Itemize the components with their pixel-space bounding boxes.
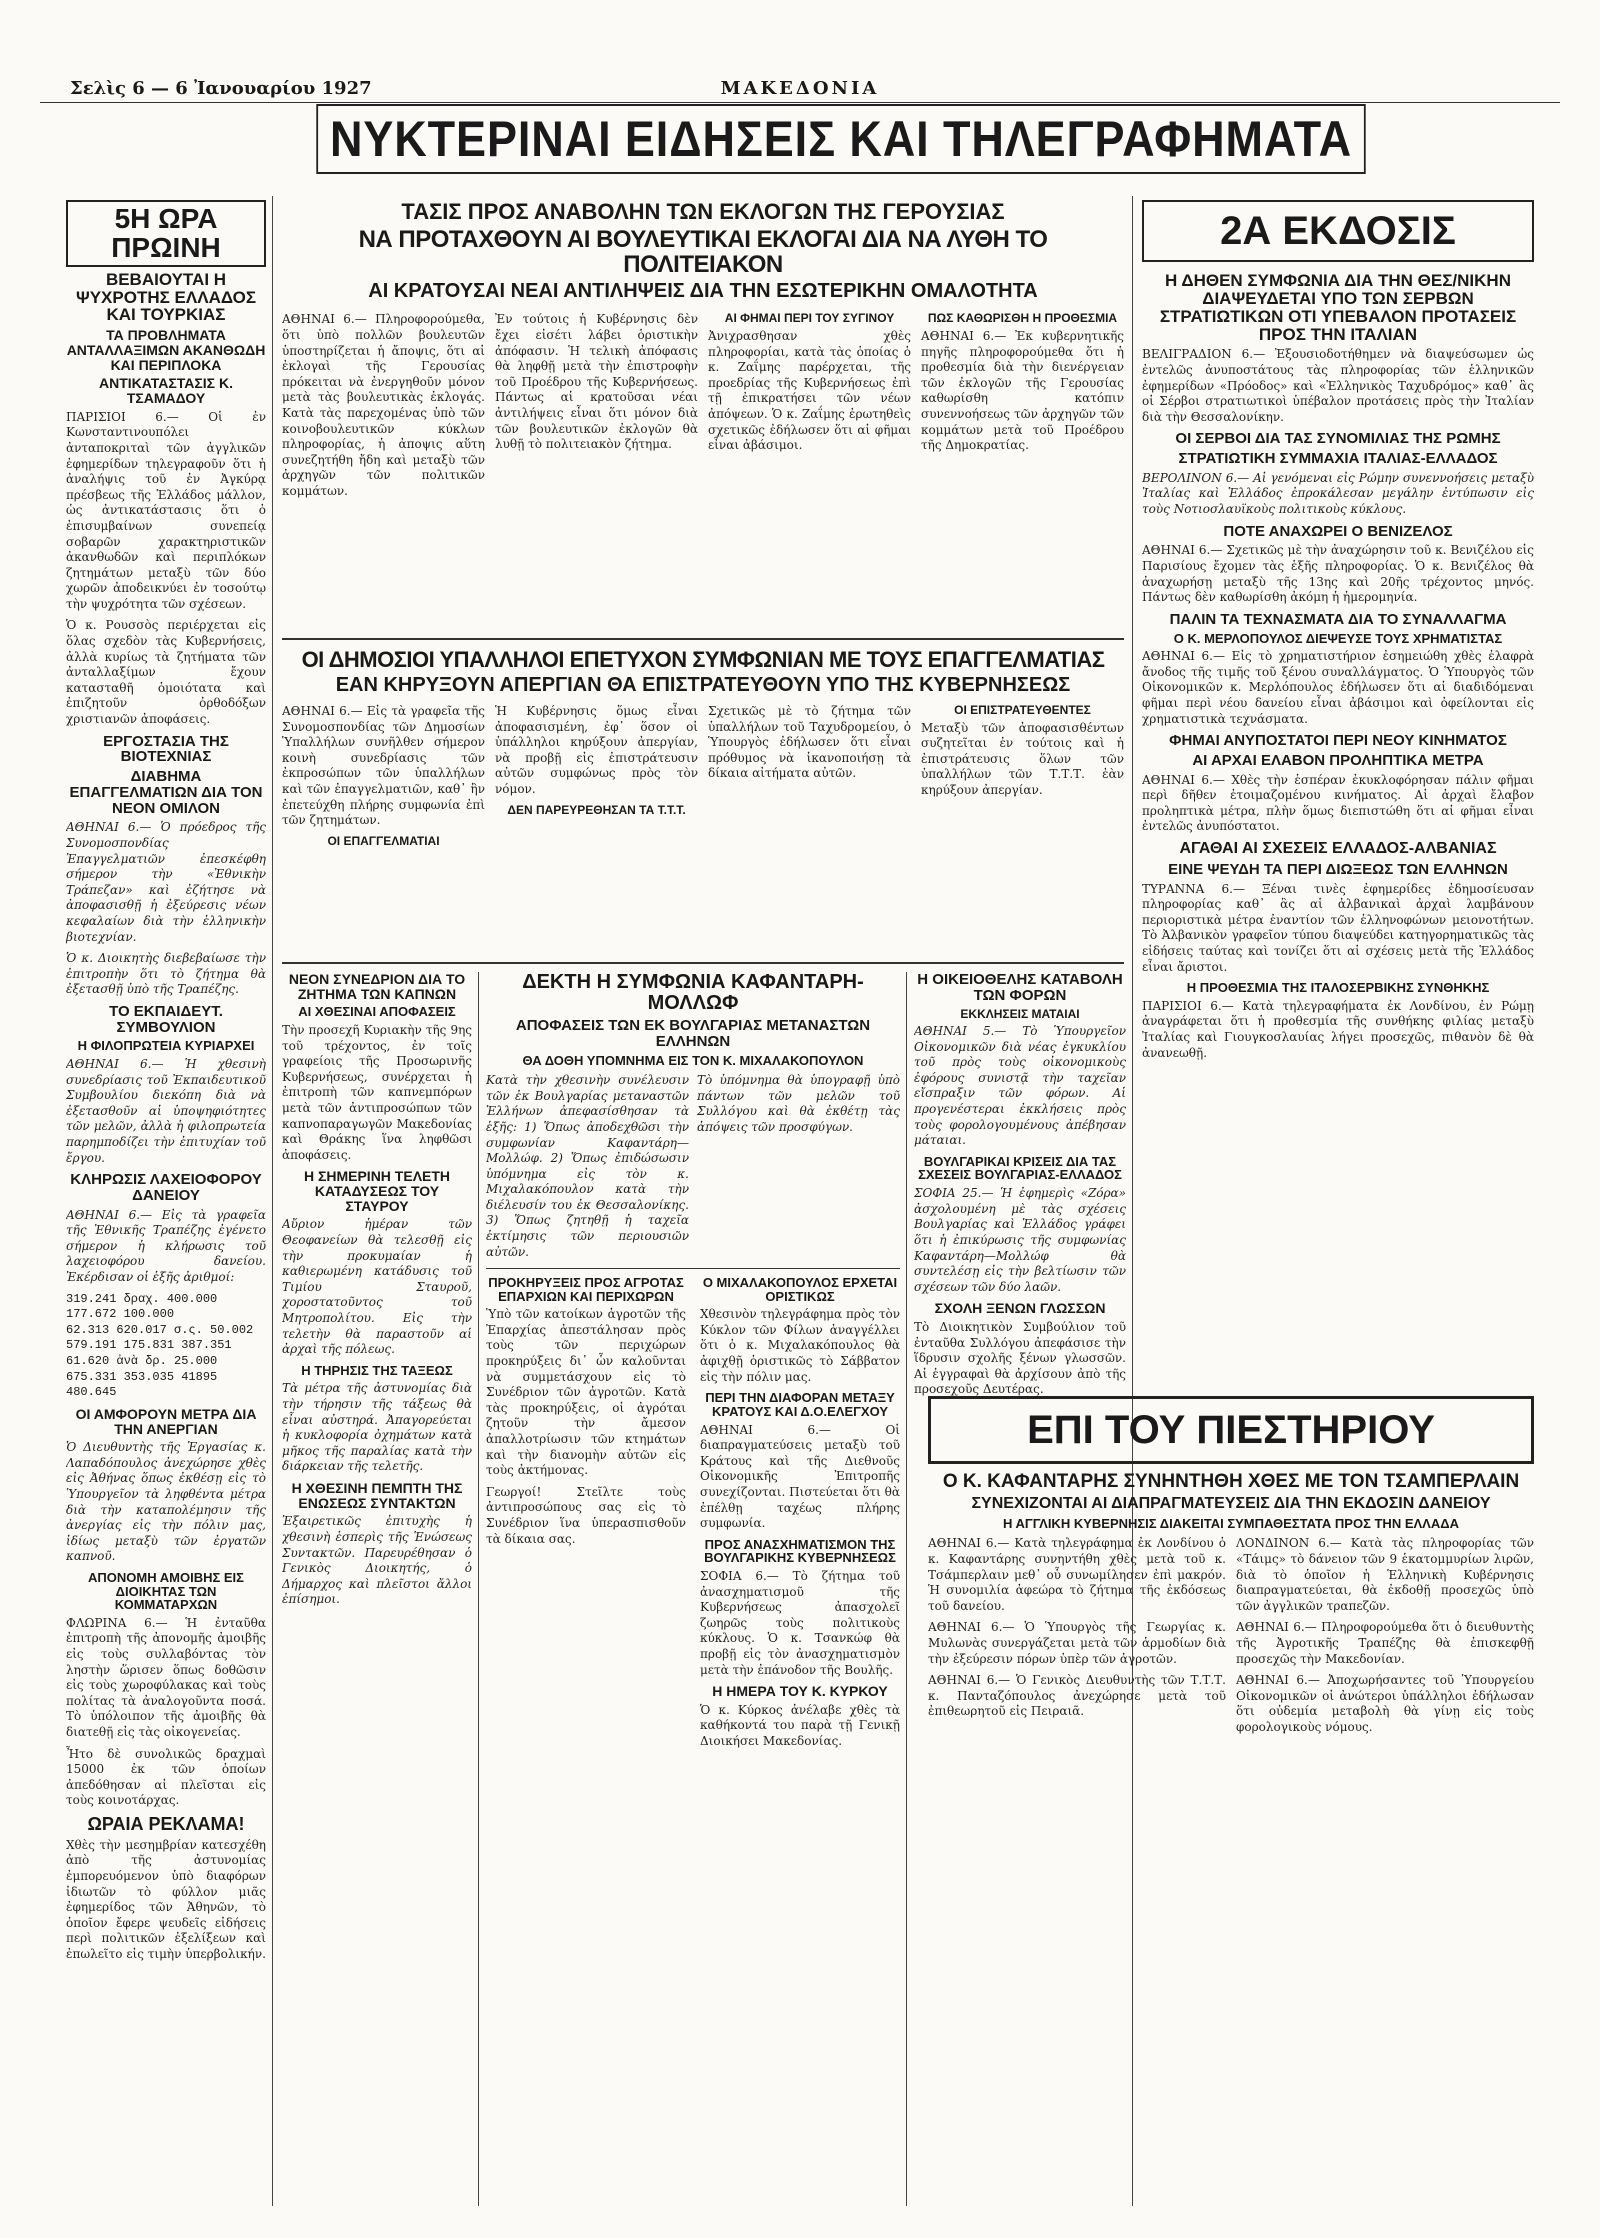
subheadline: ΠΩΣ ΚΑΘΩΡΙΣΘΗ Η ΠΡΟΘΕΣΜΙΑ xyxy=(927,311,1118,326)
article-body: ΠΑΡΙΣΙΟΙ 6.— Κατὰ τηλεγραφήματα ἐκ Λονδίνου, ἐν Ρώμῃ ἀναγράφεται ὅτι ἡ προθεσμία τῆς συνθήκης φιλίας μεταξὺ Ἰταλίας καὶ Γιουγκοσλαυίας λήγει προσεχῶς, πιθανὸν δὲ θὰ ἀνανεωθῇ. xyxy=(1142,998,1534,1060)
divider xyxy=(282,962,1124,964)
page-date: Σελὶς 6 — 6 Ἰανουαρίου 1927 xyxy=(70,78,372,99)
headline: ΩΡΑΙΑ ΡΕΚΛΑΜΑ! xyxy=(87,1814,245,1834)
article-body: Χθεσινὸν τηλεγράφημα πρὸς τὸν Κύκλον τῶν Φίλων ἀναγγέλλει ὅτι ὁ κ. Μιχαλακόπουλος θὰ ἀφιχθῇ ὁριστικῶς τὸ Σάββατον εἰς τὴν πόλιν μας. xyxy=(700,1307,900,1384)
article-body: Γεωργοί! Στεῖλτε τοὺς ἀντιπροσώπους σας εἰς τὸ Συνέδριον ἵνα ὑπερασπισθοῦν τὰ δίκαια σας. xyxy=(486,1484,686,1546)
subheadline: ΟΙ ΕΠΙΣΤΡΑΤΕΥΘΕΝΤΕΣ xyxy=(954,703,1091,718)
subheadline: ΘΑ ΔΟΘΗ ΥΠΟΜΝΗΜΑ ΕΙΣ ΤΟΝ Κ. ΜΙΧΑΛΑΚΟΠΟΥΛΟΝ xyxy=(522,1052,864,1068)
lottery-row: 675.331 353.035 41895 480.645 xyxy=(66,1369,218,1400)
article-stop-press xyxy=(928,1396,1534,2210)
lottery-row: 579.191 175.831 387.351 xyxy=(66,1338,232,1353)
article-body: ΑΘΗΝΑΙ 6.— Πληροφορούμεθα, ὅτι ὑπὸ πολλῶν βουλευτῶν ὑποστηρίζεται ἡ ἄποψις, ὅτι αἱ ἐκλογαὶ τῆς Γερουσίας πρόκειται νὰ ἐνεργηθοῦν μόνον μετὰ τὰς βουλευτικὰς ἐκλογάς. Κατὰ τὰς παρεχομένας ὑπὸ τῶν κοινοβουλευτικῶν κύκλων πληροφορίας, ἡ ἀποψις αὕτη συνεζητήθη ἤδη καὶ μεταξὺ τῶν ἀρχηγῶν τῶν πολιτικῶν κομμάτων. xyxy=(282,312,485,498)
article-body: ΑΘΗΝΑΙ 6.— Οἱ διαπραγματεύσεις μεταξὺ τοῦ Κράτους καὶ τῆς Διεθνοῦς Οἰκονομικῆς Ἐπιτροπῆς συνεχίζονται. Πιστεύεται ὅτι θὰ ἐπέλθῃ ταχέως πλήρης συμφωνία. xyxy=(700,1422,900,1531)
article-body: ΑΘΗΝΑΙ 5.— Τὸ Ὑπουργεῖον Οἰκονομικῶν διὰ νέας ἐγκυκλίου τοῦ πρὸς τοὺς οἰκονομικοὺς ἐφόρους συνιστᾷ τὴν ταχεῖαν εἴσπραξιν τῶν φόρων. Αἱ προγενέστεραι ἐκκλήσεις πρὸς τοὺς φορολογουμένους ἀπέβησαν μάταιαι. xyxy=(914,1024,1126,1148)
headline: ΤΑΣΙΣ ΠΡΟΣ ΑΝΑΒΟΛΗΝ ΤΩΝ ΕΚΛΟΓΩΝ ΤΗΣ ΓΕΡΟΥΣΙΑΣ xyxy=(401,200,1005,224)
article-body: Ἦτο δὲ συνολικῶς δραχμαὶ 15000 ἐκ τῶν ὁποίων ἀπεδόθησαν αἱ πλεῖσται εἰς τοὺς κοινοτάρχας. xyxy=(66,1746,266,1808)
article-body: ΑΘΗΝΑΙ 6.— Εἰς τὰ γραφεῖα τῆς Συνομοσπονδίας τῶν Δημοσίων Ὑπαλλήλων συνῆλθεν σήμερον κοινὴ συνεδρίασις τῶν ἐκπροσώπων τῶν ὑπαλλήλων καὶ τῶν ἐπαγγελματιῶν, καθ᾽ ἣν ἐπετεύχθη πλήρης συμφωνία ἐπὶ τῶν ζητημάτων. xyxy=(282,704,485,828)
article-body: ΑΘΗΝΑΙ 6.— Σχετικῶς μὲ τὴν ἀναχώρησιν τοῦ κ. Βενιζέλου εἰς Παρισίους ἔχομεν τὰς ἑξῆς πληροφορίας. Ὁ κ. Βενιζέλος θὰ ἀναχωρήσῃ μεταξὺ τῆς 13ης καὶ 20ῆς τρέχοντος μηνός. Πάντως δὲν καθωρίσθη ἀκόμη ἡ ἡμερομηνία. xyxy=(1142,543,1534,605)
article-body: ΠΑΡΙΣΙΟΙ 6.— Οἱ ἐν Κωνσταντινουπόλει ἀνταποκριταὶ τῶν ἀγγλικῶν ἐφημερίδων τηλεγραφοῦν ὅτι ἡ ἀναλήψις τοῦ ἐν Ἀγκύρᾳ πρέσβεως τῆς Ἑλλάδος μάλλον, ὡς ἀντικατάστασις ὅτι ὁ ἐπισυμβαίνων συνεπείᾳ σοβαρῶν χαρακτηριστικῶν ἀκανθωδῶν καὶ περιπλόκων ζητημάτων μεταξὺ τῶν δύο χωρῶν ἀποδεικνύει ἐν τοσούτῳ τὴν ψυχρότητα τῶν σχέσεων. xyxy=(66,409,266,611)
lottery-row: 62.313 620.017 σ.ς. 50.002 xyxy=(66,1322,254,1337)
article-body: ΑΘΗΝΑΙ 6.— Εἰς τὰ γραφεῖα τῆς Ἐθνικῆς Τραπέζης ἐγένετο σήμερον ἡ κλήρωσις τοῦ λαχειοφόρου δανείου. Ἐκέρδισαν οἱ ἑξῆς ἀριθμοί: xyxy=(66,1207,266,1285)
headline: Ο ΜΙΧΑΛΑΚΟΠΟΥΛΟΣ ΕΡΧΕΤΑΙ ΟΡΙΣΤΙΚΩΣ xyxy=(702,1276,898,1304)
headline: ΟΙ ΣΕΡΒΟΙ ΔΙΑ ΤΑΣ ΣΥΝΟΜΙΛΙΑΣ ΤΗΣ ΡΩΜΗΣ xyxy=(1175,430,1501,448)
left-column xyxy=(66,200,266,2210)
article-body: Τὸ Διοικητικὸν Συμβούλιον τοῦ ἐνταῦθα Συλλόγου ἀπεφάσισε τὴν ἵδρυσιν σχολῆς ξένων γλωσσῶν. Αἱ ἐγγραφαὶ θὰ ἀρχίσουν ἀπὸ τῆς προσεχοῦς Δευτέρας. xyxy=(914,1319,1126,1397)
article-civil-servants xyxy=(282,648,1124,958)
subheadline: ΑΙ ΦΗΜΑΙ ΠΕΡΙ ΤΟΥ ΣΥΓΙΝΟΥ xyxy=(724,311,895,326)
lottery-row: 319.241 δραχ. 400.000 xyxy=(66,1291,218,1306)
article-body: Ἡ Κυβέρνησις ὅμως εἶναι ἀποφασισμένη, ἐφ᾽ ὅσον οἱ ὑπάλληλοι κηρύξουν ἀπεργίαν, νὰ προβῇ εἰς ἐπιστράτευσιν αὐτῶν συμφώνως πρὸς τὸν νόμον. xyxy=(495,704,698,797)
divider xyxy=(282,638,1124,640)
article-body: Τὸ ὑπόμνημα θὰ ὑπογραφῇ ὑπὸ πάντων τῶν μελῶν τοῦ Συλλόγου καὶ θὰ ἐκθέτῃ τὰς ἀπόψεις τῶν προσφύγων. xyxy=(697,1073,900,1134)
lottery-row: 61.620 ἀνὰ δρ. 25.000 xyxy=(66,1354,218,1369)
subheadline: ΟΙ ΕΠΑΓΓΕΛΜΑΤΙΑΙ xyxy=(327,833,440,848)
headline: ΝΕΟΝ ΣΥΝΕΔΡΙΟΝ ΔΙΑ ΤΟ ΖΗΤΗΜΑ ΤΩΝ ΚΑΠΝΩΝ xyxy=(288,972,466,1002)
article-body: Τὴν προσεχῆ Κυριακὴν τῆς 9ης τοῦ τρέχοντος, ἐν τοῖς γραφείοις τῆς Προσωρινῆς Κυβερνήσεως, συνέρχεται ἡ ἐπιτροπὴ τῶν καπνεμπόρων μετὰ τῶν ἀντιπροσώπων τῶν καπνοπαραγωγῶν Μακεδονίας καὶ Θράκης ἵνα ληφθῶσι ἀποφάσεις. xyxy=(282,1023,472,1162)
article-body: Μεταξὺ τῶν ἀποφασισθέντων συζητεῖται ἐν τούτοις καὶ ἡ ἐπιστράτευσις ὅλων τῶν ὑπαλλήλων τῶν Τ.Τ.Τ. ἐὰν κηρύξουν ἀπεργίαν. xyxy=(921,720,1124,798)
article-body: ΑΘΗΝΑΙ 6.— Ἡ χθεσινὴ συνεδρίασις τοῦ Ἐκπαιδευτικοῦ Συμβουλίου διεκόπη διὰ νὰ ἐξετασθοῦν αἱ ὑποψηφιότητες τῶν μελῶν, ἀλλὰ ἡ φιλοπρωτεία παρημποδίζει τὴν ἐπιτυχίαν τοῦ ἔργου. xyxy=(66,1057,266,1165)
article-body: Ἐν τούτοις ἡ Κυβέρνησις δὲν ἔχει εἰσέτι λάβει ὁριστικὴν ἀπόφασιν. Ἡ τελικὴ ἀπόφασις θὰ ληφθῇ μετὰ τὴν ἐπιστροφὴν τοῦ Προέδρου τῆς Κυβερνήσεως. Πάντως αἱ κρατοῦσαι νέαι ἀντιλήψεις εἶναι ὅτι μόνον διὰ τῶν βουλευτικῶν ἐκλογῶν θὰ λυθῇ τὸ πολιτειακὸν ζήτημα. xyxy=(495,312,698,452)
column-divider xyxy=(906,972,907,2206)
article-body: ΑΘΗΝΑΙ 6.— Κατὰ τηλεγράφημα ἐκ Λονδίνου ὁ κ. Καφαντάρης συνηντήθη χθὲς μετὰ τοῦ κ. Τσάμπερλαιν μεθ᾽ οὗ συνωμίλησεν ἐπὶ μακρόν. Ἡ συνομιλία ἀφεώρα τὸ ζήτημα τῆς ἐκδόσεως τοῦ δανείου. xyxy=(928,1536,1226,1613)
subheadline: ΑΝΤΙΚΑΤΑΣΤΑΣΙΣ Κ. ΤΣΑΜΑΔΟΥ xyxy=(99,375,233,407)
headline: ΤΟ ΕΚΠΑΙΔΕΥΤ. ΣΥΜΒΟΥΛΙΟΝ xyxy=(109,1002,223,1036)
article-body: Αὔριον ἡμέραν τῶν Θεοφανείων θὰ τελεσθῇ εἰς τὴν προκυμαίαν ἡ καθιερωμένη κατάδυσις τοῦ Τιμίου Σταυροῦ, χοροστατοῦντος τοῦ Μητροπολίτου. Εἰς τὴν τελετὴν θὰ παραστοῦν αἱ ἀρχαὶ τῆς πόλεως. xyxy=(282,1217,472,1357)
article-senate xyxy=(282,200,1124,630)
article-body: ΑΘΗΝΑΙ 6.— Ὁ Ὑπουργὸς τῆς Γεωργίας κ. Μυλωνὰς συνεργάζεται μετὰ τῶν ἁρμοδίων διὰ τὴν ἐξεύρεσιν πόρων ὑπὲρ τῶν ἀγροτῶν. xyxy=(928,1620,1226,1666)
article-body: ΒΕΡΟΛΙΝΟΝ 6.— Αἱ γενόμεναι εἰς Ρώμην συνεννοήσεις μεταξὺ Ἰταλίας καὶ Ἑλλάδος ἐπροκάλεσαν μεγάλην ἐντύπωσιν εἰς τοὺς Νοτιοσλαυϊκοὺς πολιτικοὺς κύκλους. xyxy=(1142,470,1534,517)
headline: ΠΕΡΙ ΤΗΝ ΔΙΑΦΟΡΑΝ ΜΕΤΑΞΥ ΚΡΑΤΟΥΣ ΚΑΙ Δ.Ο.ΕΛΕΓΧΟΥ xyxy=(705,1390,895,1419)
article-body: ΣΟΦΙΑ 25.— Ἡ ἐφημερὶς «Ζόρα» ἀσχολουμένη μὲ τὰς σχέσεις Βουλγαρίας καὶ Ἑλλάδος γράφει ὅτι ἡ ἐπικύρωσις τῆς συμφωνίας Καφαντάρη—Μολλώφ θὰ συντελέσῃ εἰς τὴν βελτίωσιν τῶν σχέσεων τῶν δύο λαῶν. xyxy=(914,1186,1126,1294)
headline: ΒΟΥΛΓΑΡΙΚΑΙ ΚΡΙΣΕΙΣ ΔΙΑ ΤΑΣ ΣΧΕΣΕΙΣ ΒΟΥΛΓΑΡΙΑΣ-ΕΛΛΑΔΟΣ xyxy=(918,1153,1122,1183)
headline: ΦΗΜΑΙ ΑΝΥΠΟΣΤΑΤΟΙ ΠΕΡΙ ΝΕΟΥ ΚΙΝΗΜΑΤΟΣ xyxy=(1169,732,1507,750)
subheadline: ΕΚΚΛΗΣΕΙΣ ΜΑΤΑΙΑΙ xyxy=(960,1006,1080,1021)
subheadline: ΤΑ ΠΡΟΒΛΗΜΑΤΑ ΑΝΤΑΛΛΑΞΙΜΩΝ ΑΚΑΝΘΩΔΗ ΚΑΙ ΠΕΡΙΠΛΟΚΑ xyxy=(66,327,266,373)
lottery-row: 177.672 100.000 xyxy=(66,1307,175,1322)
headline: ΕΡΓΟΣΤΑΣΙΑ ΤΗΣ ΒΙΟΤΕΧΝΙΑΣ xyxy=(103,732,229,766)
headline: ΔΕΚΤΗ Η ΣΥΜΦΩΝΙΑ ΚΑΦΑΝΤΑΡΗ-ΜΟΛΛΩΦ xyxy=(522,972,864,1014)
headline: Η ΟΙΚΕΙΟΘΕΛΗΣ ΚΑΤΑΒΟΛΗ ΤΩΝ ΦΟΡΩΝ xyxy=(917,972,1123,1004)
running-head xyxy=(70,78,1530,104)
headline: ΠΑΛΙΝ ΤΑ ΤΕΧΝΑΣΜΑΤΑ ΔΙΑ ΤΟ ΣΥΝΑΛΛΑΓΜΑ xyxy=(1169,610,1507,628)
article-body: ΑΘΗΝΑΙ 6.— Ἀποχωρήσαντες τοῦ Ὑπουργείου Οἰκονομικῶν οἱ ἀνώτεροι ὑπάλληλοι ἐδήλωσαν ὅτι οὐδεμία μεταβολὴ θὰ γίνῃ εἰς τοὺς φορολογικοὺς νόμους. xyxy=(1236,1673,1534,1734)
subheadline: ΔΙΑΒΗΜΑ ΕΠΑΓΓΕΛΜΑΤΙΩΝ ΔΙΑ ΤΟΝ ΝΕΟΝ ΟΜΙΛΟΝ xyxy=(69,768,263,817)
headline: ΠΟΤΕ ΑΝΑΧΩΡΕΙ Ο ΒΕΝΙΖΕΛΟΣ xyxy=(1223,522,1453,540)
subheadline: ΔΕΝ ΠΑΡΕΥΡΕΘΗΣΑΝ ΤΑ Τ.Τ.Τ. xyxy=(507,802,686,817)
article-body: ΣΟΦΙΑ 6.— Τὸ ζήτημα τοῦ ἀνασχηματισμοῦ τῆς Κυβερνήσεως ἀπασχολεῖ ζωηρῶς τοὺς πολιτικοὺς κύκλους. Ὁ κ. Τσανκώφ θὰ προβῇ εἰς τὸν ἀνασχηματισμὸν μετὰ τὴν ἐπάνοδον τῆς Βουλῆς. xyxy=(700,1568,900,1677)
headline: ΒΕΒΑΙΟΥΤΑΙ Η ΨΥΧΡΟΤΗΣ ΕΛΛΑΔΟΣ ΚΑΙ ΤΟΥΡΚΙΑΣ xyxy=(75,269,257,325)
article-body: ΑΘΗΝΑΙ 6.— Ὁ Γενικὸς Διευθυντὴς τῶν Τ.Τ.Τ. κ. Πανταζόπουλος ἀνεχώρησε μετὰ τοῦ ἐπιθεωρητοῦ εἰς Πειραιᾶ. xyxy=(928,1673,1226,1719)
headline: 5Η ΩΡΑ ΠΡΩΙΝΗ xyxy=(66,200,266,267)
article-body: ΑΘΗΝΑΙ 6.— Εἰς τὸ χρηματιστήριον ἐσημειώθη χθὲς ἐλαφρὰ ἄνοδος τῆς τιμῆς τοῦ ξένου συναλλάγματος. Ὁ Ὑπουργὸς τῶν Οἰκονομικῶν κ. Μερλόπουλος ἐδήλωσεν ὅτι αἱ διαδιδόμεναι φῆμαι περὶ νέου δανείου εἶναι ἀβάσιμοι καὶ ὀφείλονται εἰς χρηματιστικὰ τεχνάσματα. xyxy=(1142,649,1534,726)
subheadline: ΑΙ ΚΡΑΤΟΥΣΑΙ ΝΕΑΙ ΑΝΤΙΛΗΨΕΙΣ ΔΙΑ ΤΗΝ ΕΣΩΤΕΡΙΚΗΝ ΟΜΑΛΟΤΗΤΑ xyxy=(368,280,1038,303)
subheadline: ΣΥΝΕΧΙΖΟΝΤΑΙ ΑΙ ΔΙΑΠΡΑΓΜΑΤΕΥΣΕΙΣ ΔΙΑ ΤΗΝ ΕΚΔΟΣΙΝ ΔΑΝΕΙΟΥ xyxy=(971,1494,1491,1512)
headline: Η ΤΗΡΗΣΙΣ ΤΗΣ ΤΑΞΕΩΣ xyxy=(301,1362,453,1378)
masthead-title: ΜΑΚΕΔΟΝΙΑ xyxy=(720,78,880,99)
headline: Η ΧΘΕΣΙΝΗ ΠΕΜΠΤΗ ΤΗΣ ΕΝΩΣΕΩΣ ΣΥΝΤΑΚΤΩΝ xyxy=(291,1479,463,1511)
article-kafantaris-mollov xyxy=(486,972,900,1262)
headline: Η ΠΡΟΘΕΣΜΙΑ ΤΗΣ ΙΤΑΛΟΣΕΡΒΙΚΗΣ ΣΥΝΘΗΚΗΣ xyxy=(1186,980,1490,996)
subheadline: ΑΠΟΦΑΣΕΙΣ ΤΩΝ ΕΚ ΒΟΥΛΓΑΡΙΑΣ ΜΕΤΑΝΑΣΤΩΝ ΕΛΛΗΝΩΝ xyxy=(515,1017,871,1050)
subheadline: ΑΙ ΧΘΕΣΙΝΑΙ ΑΠΟΦΑΣΕΙΣ xyxy=(298,1004,456,1020)
article-body: Σχετικῶς μὲ τὸ ζήτημα τῶν ὑπαλλήλων τοῦ Ταχυδρομείου, ὁ Ὑπουργὸς ἐδήλωσεν ὅτι εἶναι πρόθυμος νὰ ἱκανοποιήσῃ τὰ δίκαια αἰτήματα αὐτῶν. xyxy=(708,704,911,781)
article-body: Ὁ κ. Διοικητὴς διεβεβαίωσε τὴν ἐπιτροπὴν ὅτι τὸ ζήτημα θὰ ἐξετασθῇ ὑπὸ τῆς Τραπέζης. xyxy=(66,951,266,997)
headline: ΟΙ ΑΜΦΟΡΟΥΝ ΜΕΤΡΑ ΔΙΑ ΤΗΝ ΑΝΕΡΓΙΑΝ xyxy=(75,1405,257,1437)
headline: ΟΙ ΔΗΜΟΣΙΟΙ ΥΠΑΛΛΗΛΟΙ ΕΠΕΤΥΧΟΝ ΣΥΜΦΩΝΙΑΝ ΜΕ ΤΟΥΣ ΕΠΑΓΓΕΛΜΑΤΙΑΣ xyxy=(301,648,1105,672)
headline: ΝΑ ΠΡΟΤΑΧΘΟΥΝ ΑΙ ΒΟΥΛΕΥΤΙΚΑΙ ΕΚΛΟΓΑΙ ΔΙΑ ΝΑ ΛΥΘΗ ΤΟ ΠΟΛΙΤΕΙΑΚΟΝ xyxy=(358,226,1048,279)
subheadline: Ο Κ. ΜΕΡΛΟΠΟΥΛΟΣ ΔΙΕΨΕΥΣΕ ΤΟΥΣ ΧΡΗΜΑΤΙΣΤΑΣ xyxy=(1173,630,1503,646)
headline: Η ΔΗΘΕΝ ΣΥΜΦΩΝΙΑ ΔΙΑ ΤΗΝ ΘΕΣ/ΝΙΚΗΝ ΔΙΑΨΕΥΔΕΤΑΙ ΥΠΟ ΤΩΝ ΣΕΡΒΩΝ ΣΤΡΑΤΙΩΤΙΚΩΝ ΟΤΙ ΥΠΕΒΑΛΟΝ ΠΡΟΤΑΣΕΙΣ ΠΡΟΣ ΤΗΝ ΙΤΑΛΙΑΝ xyxy=(1159,271,1517,344)
article-body: ΒΕΛΙΓΡΑΔΙΟΝ 6.— Ἐξουσιοδοτήθημεν νὰ διαψεύσωμεν ὡς ἐντελῶς ἀνυποστάτους τὰς πληροφορίας τῶν ἑλληνικῶν ἐφημερίδων «Πρόοδος» καὶ «Ἑλληνικὸς Ταχυδρόμος» καθ᾽ ἃς οἱ Σέρβοι στρατιωτικοὶ ὑπέβαλον προτάσεις πρὸς τὴν Ἰταλίαν διὰ τὴν Θεσσαλονίκην. xyxy=(1142,347,1534,424)
section-banner: ΝΥΚΤΕΡΙΝΑΙ ΕΙΔΗΣΕΙΣ ΚΑΙ ΤΗΛΕΓΡΑΦΗΜΑΤΑ xyxy=(316,104,1365,174)
article-body: Ὁ κ. Ρουσσὸς περιέρχεται εἰς ὅλας σχεδὸν τὰς Κυβερνήσεις, ἀλλὰ κυρίως τὰ ζητήματα τῶν ἀνταλλαξίμων ἔχουν κατασταθῆ ὁμοιότατα καὶ ἐπιζητοῦν ὀρθοδόξων χριστιανῶν ἀποφάσεις. xyxy=(66,618,266,727)
article-body: ΑΘΗΝΑΙ 6.— Ἐκ κυβερνητικῆς πηγῆς πληροφορούμεθα ὅτι ἡ προθεσμία διὰ τὴν διενέργειαν τῶν ἐκλογῶν τῆς Γερουσίας καθωρίσθη κατόπιν συνεννοήσεως τῶν ἀρχηγῶν τῶν κομμάτων μετὰ τοῦ Προέδρου τῆς Δημοκρατίας. xyxy=(921,329,1124,453)
subheadline: ΣΤΡΑΤΙΩΤΙΚΗ ΣΥΜΜΑΧΙΑ ΙΤΑΛΙΑΣ-ΕΛΛΑΔΟΣ xyxy=(1178,450,1498,468)
article-body: ΦΛΩΡΙΝΑ 6.— Ἡ ἐνταῦθα ἐπιτροπὴ τῆς ἀπονομῆς ἀμοιβῆς εἰς τοὺς συλλαβόντας τὸν ληστὴν ὥρισεν ὅπως δοθῶσιν εἰς τοὺς χωροφύλακας καὶ τοὺς πολίτας τὰ ἀναλογοῦντα ποσά. Τὸ ὑπόλοιπον τῆς ἀμοιβῆς θὰ διατεθῇ εἰς τὰς οἰκογενείας. xyxy=(66,1615,266,1740)
column-divider xyxy=(478,972,479,2206)
subheadline: Η ΑΓΓΛΙΚΗ ΚΥΒΕΡΝΗΣΙΣ ΔΙΑΚΕΙΤΑΙ ΣΥΜΠΑΘΕΣΤΑΤΑ ΠΡΟΣ ΤΗΝ ΕΛΛΑΔΑ xyxy=(1003,1515,1459,1531)
subheadline: ΕΙΝΕ ΨΕΥΔΗ ΤΑ ΠΕΡΙ ΔΙΩΞΕΩΣ ΤΩΝ ΕΛΛΗΝΩΝ xyxy=(1168,860,1508,878)
article-body: Ὁ Διευθυντὴς τῆς Ἐργασίας κ. Λαπαδόπουλος ἀνεχώρησε χθὲς εἰς Ἀθήνας ὅπως ἐκθέσῃ εἰς τὸ Ὑπουργεῖον τὰ ληφθέντα μέτρα διὰ τὴν καταπολέμησιν τῆς ἀνεργίας εἰς τὴν πόλιν μας, ἰδίως μεταξὺ τῶν ἐργατῶν καπνοῦ. xyxy=(66,1440,266,1564)
headline: ΠΡΟΚΗΡΥΞΕΙΣ ΠΡΟΣ ΑΓΡΟΤΑΣ ΕΠΑΡΧΙΩΝ ΚΑΙ ΠΕΡΙΧΩΡΩΝ xyxy=(488,1276,684,1304)
right-column xyxy=(1142,200,1534,1320)
stop-press-box: ΕΠΙ ΤΟΥ ΠΙΕΣΤΗΡΙΟΥ xyxy=(928,1396,1534,1464)
article-body: Ἀνιχρασθησαν χθὲς πληροφορίαι, κατὰ τὰς ὁποίας ὁ κ. Ζαΐμης παρέρχεται, τῆς προεδρίας τῆς Κυβερνήσεως ἐπὶ τῇ ἐπικρατήσει τῶν νέων ἀπόψεων. Ὁ κ. Ζαΐμης ἐρωτηθεὶς σχετικῶς ἐδήλωσεν ὅτι αἱ φῆμαι εἶναι ἀβάσιμοι. xyxy=(708,329,911,453)
column-agrarians xyxy=(486,1276,686,2210)
headline: ΑΓΑΘΑΙ ΑΙ ΣΧΕΣΕΙΣ ΕΛΛΑΔΟΣ-ΑΛΒΑΝΙΑΣ xyxy=(1179,839,1497,857)
divider xyxy=(40,102,1560,103)
subheadline: Η ΦΙΛΟΠΡΩΤΕΙΑ ΚΥΡΙΑΡΧΕΙ xyxy=(77,1038,255,1054)
article-body: Ὑπὸ τῶν κατοίκων ἀγροτῶν τῆς Ἐπαρχίας ἀπεστάλησαν πρὸς τοὺς τῶν περιχώρων προκηρύξεις δι᾽ ὧν καλοῦνται νὰ συμμετάσχουν εἰς τὸ Συνέδριον τῶν ἀγροτῶν. Κατὰ τὰς προκηρύξεις, οἱ ἀγρόται ζητοῦν τὴν ἄμεσον ἀπαλλοτρίωσιν τῶν κτημάτων καὶ τὴν διανομὴν αὐτῶν εἰς τοὺς ἀκτήμονας. xyxy=(486,1307,686,1478)
article-body: Χθὲς τὴν μεσημβρίαν κατεσχέθη ἀπὸ τῆς ἀστυνομίας ἐμπορευόμενον ὑπὸ διαφόρων ἰδιωτῶν τὸ φύλλον μιᾶς ἐφημερίδος τῶν Ἀθηνῶν, τὸ ὁποῖον ἔφερε ψευδεῖς εἰδήσεις περὶ πολιτικῶν ἐξελίξεων καὶ ἐπωλεῖτο εἰς τιμὴν ὑπερβολικήν. xyxy=(66,1837,266,1962)
article-body: ΤΥΡΑΝΝΑ 6.— Ξέναι τινὲς ἐφημερίδες ἐδημοσίευσαν πληροφορίας καθ᾽ ἃς αἱ ἀλβανικαὶ ἀρχαὶ λαμβάνουν περιοριστικὰ μέτρα ἐναντίον τῶν ἑλληνοφώνων μειονοτήτων. Τὸ Ἀλβανικὸν γραφεῖον τύπου διαψεύδει κατηγορηματικῶς τὰς εἰδήσεις ταύτας καὶ τονίζει ὅτι αἱ σχέσεις μετὰ τῆς Ἑλλάδος εἶναι ἄριστοι. xyxy=(1142,881,1534,974)
headline: ΚΛΗΡΩΣΙΣ ΛΑΧΕΙΟΦΟΡΟΥ ΔΑΝΕΙΟΥ xyxy=(70,1171,262,1204)
column-divider xyxy=(272,196,273,2206)
column-tobacco xyxy=(282,972,472,2210)
article-body: Ὁ κ. Κύρκος ἀνέλαβε χθὲς τὰ καθήκοντά του παρὰ τῇ Γενικῇ Διοικήσει Μακεδονίας. xyxy=(700,1702,900,1748)
subheadline: ΕΑΝ ΚΗΡΥΞΟΥΝ ΑΠΕΡΓΙΑΝ ΘΑ ΕΠΙΣΤΡΑΤΕΥΘΟΥΝ ΥΠΟ ΤΗΣ ΚΥΒΕΡΝΗΣΕΩΣ xyxy=(335,674,1071,697)
article-body: Ἐξαιρετικῶς ἐπιτυχὴς ἡ χθεσινὴ ἑσπερὶς τῆς Ἑνώσεως Συντακτῶν. Παρευρέθησαν ὁ Γενικὸς Διοικητής, ὁ Δήμαρχος καὶ πλεῖστοι ἄλλοι ἐπίσημοι. xyxy=(282,1514,472,1607)
headline: Η ΣΗΜΕΡΙΝΗ ΤΕΛΕΤΗ ΚΑΤΑΔΥΣΕΩΣ ΤΟΥ ΣΤΑΥΡΟΥ xyxy=(303,1168,451,1214)
headline: ΑΠΟΝΟΜΗ ΑΜΟΙΒΗΣ ΕΙΣ ΔΙΟΙΚΗΤΑΣ ΤΩΝ ΚΟΜΜΑΤΑΡΧΩΝ xyxy=(88,1569,244,1613)
article-body: Κατὰ τὴν χθεσινὴν συνέλευσιν τῶν ἐκ Βουλγαρίας μεταναστῶν Ἑλλήνων ἀπεφασίσθησαν τὰ ἑξῆς: 1) Ὅπως ἀποδεχθῶσι τὴν συμφωνίαν Καφαντάρη—Μολλώφ. 2) Ὅπως ἐπιδώσωσιν ὑπόμνημα εἰς τὸν κ. Μιχαλακόπουλον κατὰ τὴν διέλευσίν του ἐκ Θεσσαλονίκης. 3) Ὅπως ζητηθῇ ἡ ταχεῖα ἐκτίμησις τῶν περιουσιῶν αὐτῶν. xyxy=(486,1073,689,1259)
headline: ΠΡΟΣ ΑΝΑΣΧΗΜΑΤΙΣΜΟΝ ΤΗΣ ΒΟΥΛΓΑΡΙΚΗΣ ΚΥΒΕΡΝΗΣΕΩΣ xyxy=(704,1536,896,1566)
headline: Η ΗΜΕΡΑ ΤΟΥ Κ. ΚΥΡΚΟΥ xyxy=(712,1683,888,1700)
article-body: Τὰ μέτρα τῆς ἀστυνομίας διὰ τὴν τήρησιν τῆς τάξεως θὰ εἶναι αὐστηρά. Ἀπαγορεύεται ἡ κυκλοφορία ὀχημάτων κατὰ μῆκος τῆς παραλίας κατὰ τὴν διάρκειαν τῆς τελετῆς. xyxy=(282,1381,472,1474)
divider xyxy=(486,1268,900,1269)
second-edition-box: 2Α ΕΚΔΟΣΙΣ xyxy=(1142,200,1534,262)
subheadline: ΑΙ ΑΡΧΑΙ ΕΛΑΒΟΝ ΠΡΟΛΗΠΤΙΚΑ ΜΕΤΡΑ xyxy=(1192,751,1484,769)
headline: ΣΧΟΛΗ ΞΕΝΩΝ ΓΛΩΣΣΩΝ xyxy=(934,1300,1106,1317)
column-bulgarian xyxy=(700,1276,900,2210)
lottery-table xyxy=(66,1292,266,1401)
headline: Ο Κ. ΚΑΦΑΝΤΑΡΗΣ ΣΥΝΗΝΤΗΘΗ ΧΘΕΣ ΜΕ ΤΟΝ ΤΣΑΜΠΕΡΛΑΙΝ xyxy=(942,1471,1520,1492)
article-body: ΑΘΗΝΑΙ 6.— Ὁ πρόεδρος τῆς Συνομοσπονδίας Ἐπαγγελματιῶν ἐπεσκέφθη σήμερον τὴν «Ἐθνικὴν Τράπεζαν» καὶ ἐζήτησε νὰ ἀποφασισθῇ ἡ ἐξεύρεσις νέων κεφαλαίων διὰ τὴν ἑλληνικὴν βιοτεχνίαν. xyxy=(66,820,266,944)
article-body: ΑΘΗΝΑΙ 6.— Χθὲς τὴν ἑσπέραν ἐκυκλοφόρησαν πάλιν φῆμαι περὶ δῆθεν ἐτοιμαζομένου κινήματος. Αἱ ἀρχαὶ ἔλαβον προληπτικὰ μέτρα, πλὴν ὅμως διεπιστώθη ὅτι αἱ φῆμαι εἶναι ἐντελῶς ἀνυπόστατοι. xyxy=(1142,772,1534,834)
article-body: ΑΘΗΝΑΙ 6.— Πληροφορούμεθα ὅτι ὁ διευθυντὴς τῆς Ἀγροτικῆς Τραπέζης θὰ ἐπισκεφθῇ προσεχῶς τὴν Μακεδονίαν. xyxy=(1236,1620,1534,1666)
article-body: ΛΟΝΔΙΝΟΝ 6.— Κατὰ τὰς πληροφορίας τῶν «Τάιμς» τὸ δάνειον τῶν 9 ἑκατομμυρίων λιρῶν, διὰ τὸ ὁποῖον ἡ Ἑλληνικὴ Κυβέρνησις διαπραγματεύεται, θὰ ἐκδοθῇ προσεχῶς ὑπὸ τῶν ἀγγλικῶν τραπεζῶν. xyxy=(1236,1536,1534,1613)
